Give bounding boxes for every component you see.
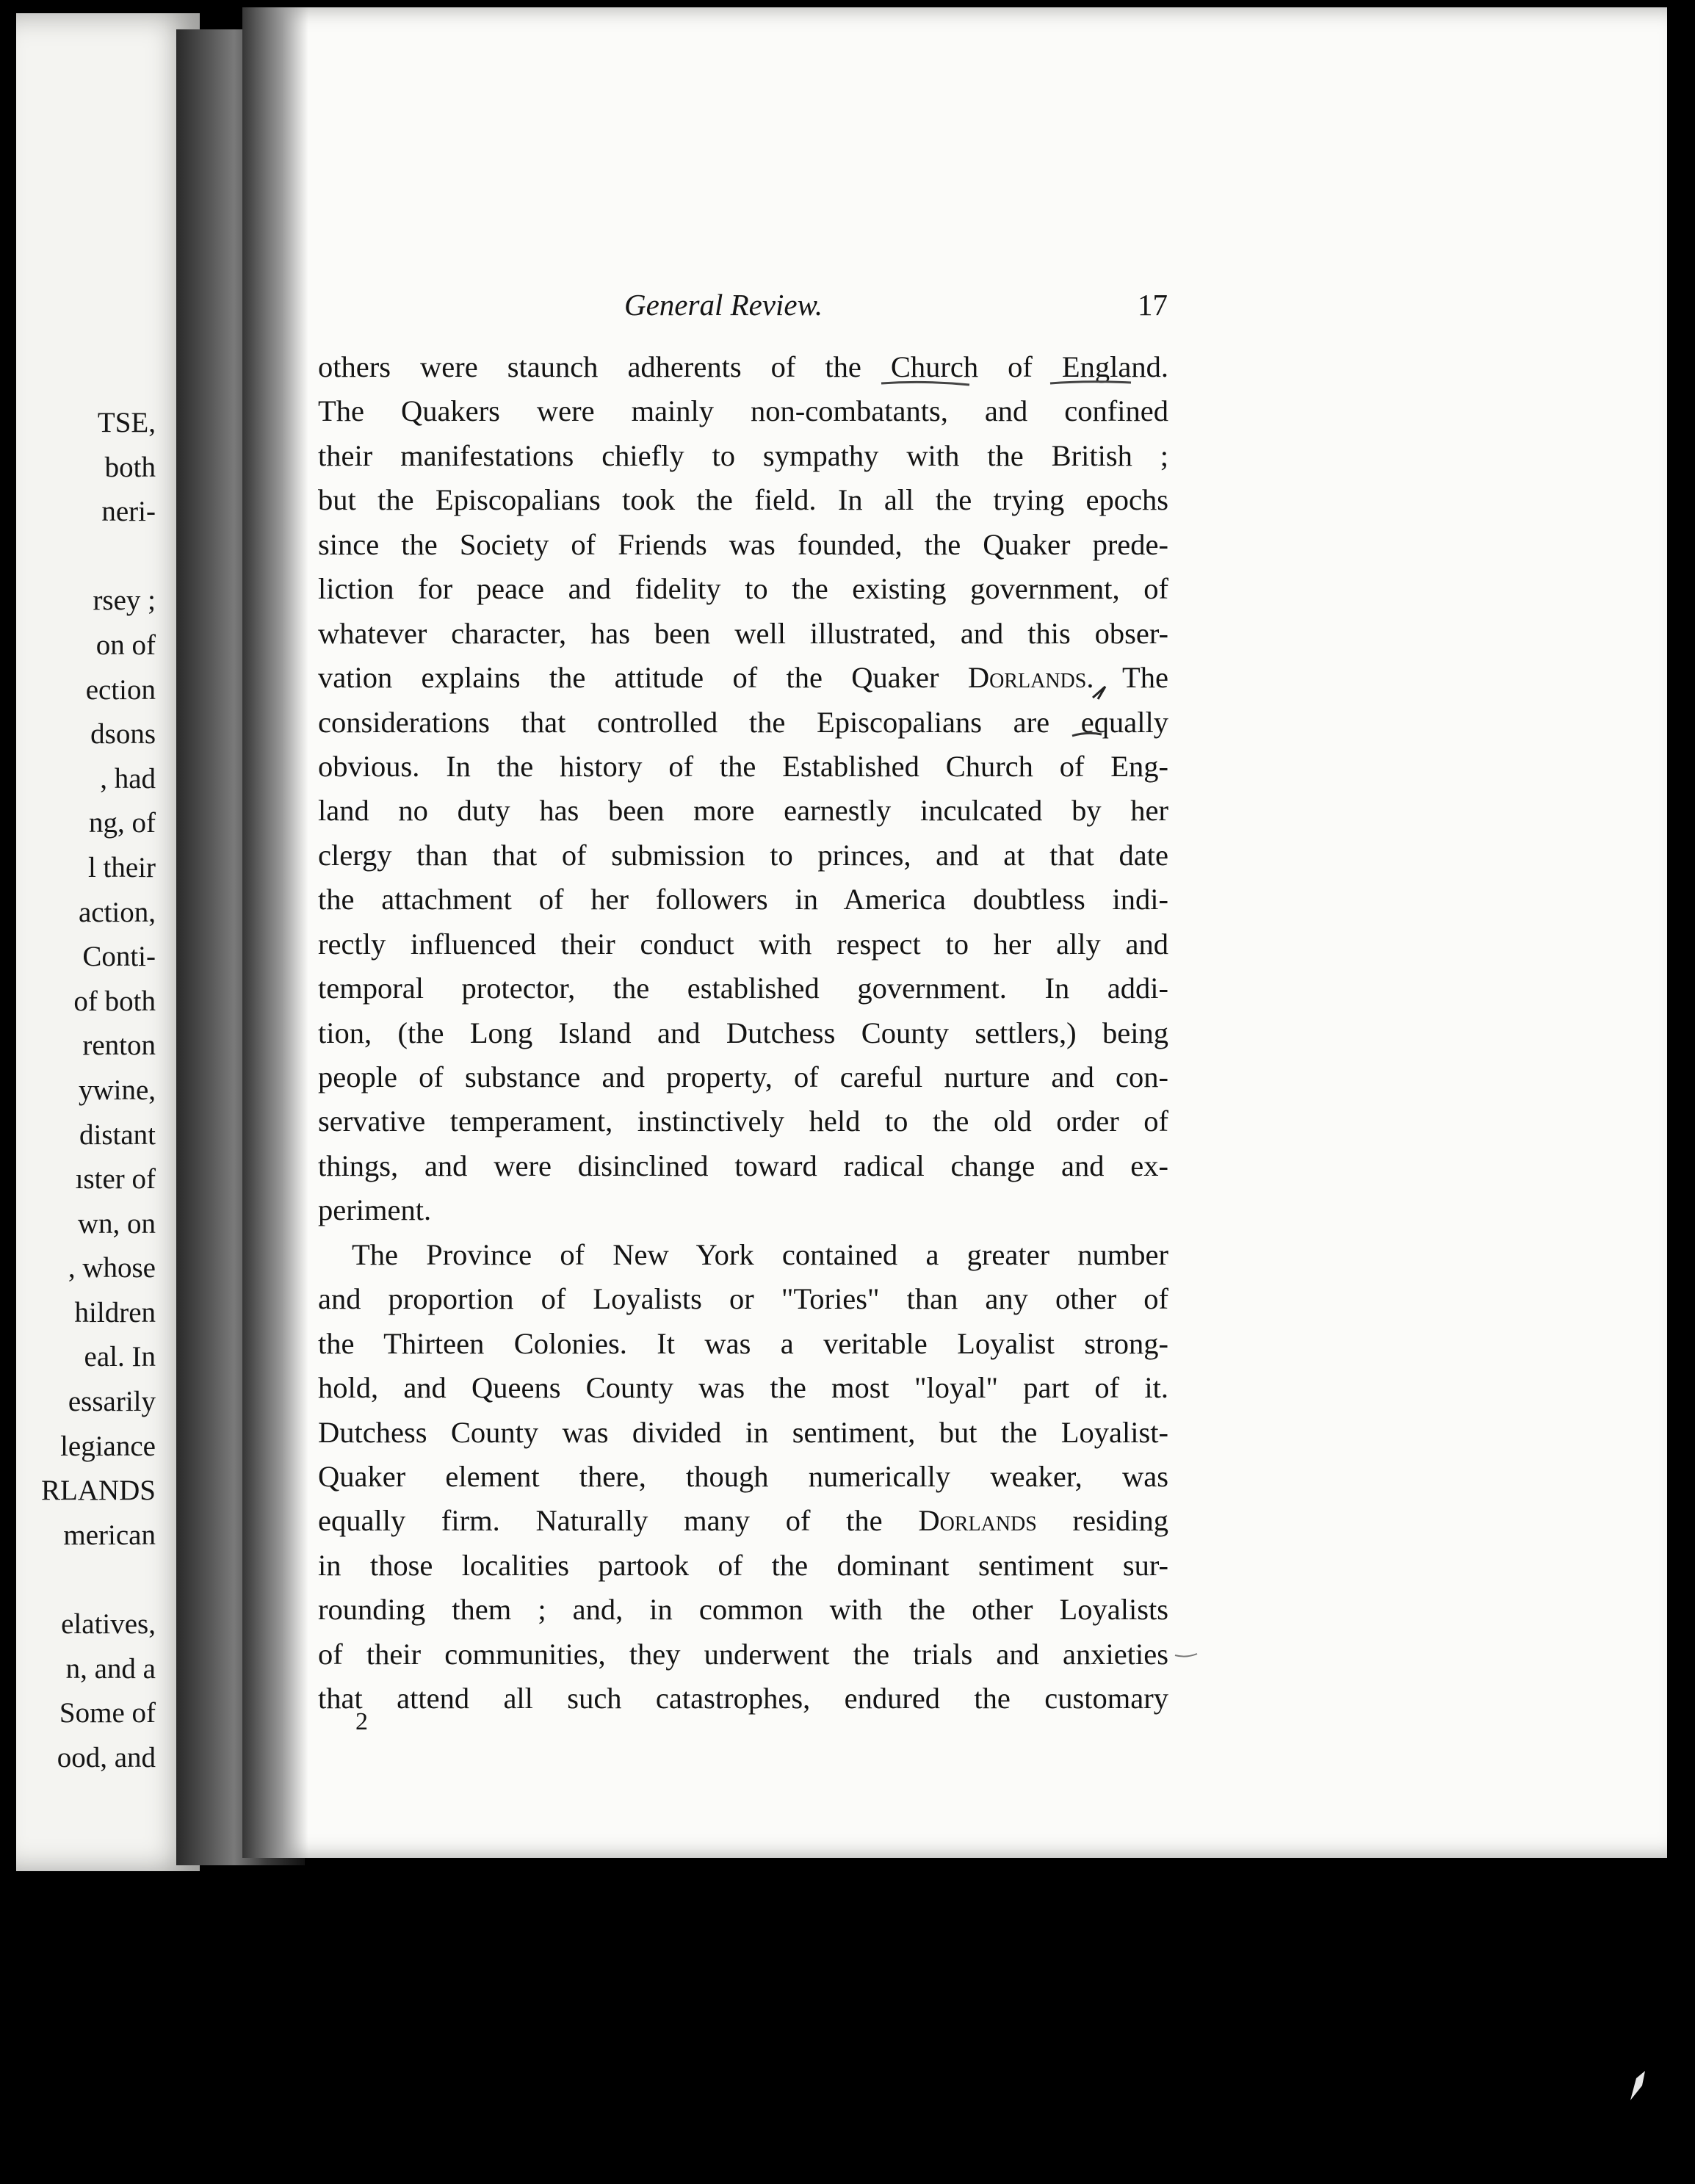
left-line: ywine, [78, 1074, 156, 1106]
running-title: General Review. [624, 288, 823, 322]
surname-small-caps: Dorlands [967, 661, 1087, 695]
left-line: RLANDS [40, 1475, 156, 1507]
text-line: others were staunch adherents of the Church of England. [318, 350, 1168, 383]
left-line: ng, of [89, 807, 156, 839]
text-line: and proportion of Loyalists or "Tories" than any other of [318, 1282, 1168, 1316]
text-line: Quaker element there, though numerically weaker, was [318, 1459, 1168, 1493]
text-line: the Thirteen Colonies. It was a veritable Loyalist strong- [318, 1326, 1168, 1360]
left-page-text-fragments [41, 401, 156, 1780]
left-line: renton [82, 1030, 156, 1062]
text-line: in those localities partook of the dominant sentiment sur- [318, 1548, 1168, 1582]
left-line: wn, on [77, 1207, 156, 1240]
left-line: n, and a [65, 1652, 156, 1685]
text-line: land no duty has been more earnestly inculcated by her [318, 794, 1168, 828]
text-line: of their communities, they underwent the trials and anxieties [318, 1637, 1168, 1671]
text-line: their manifestations chiefly to sympathy with the British ; [318, 438, 1168, 472]
text-line: rounding them ; and, in common with the other Loyalists [318, 1593, 1168, 1627]
left-line: merican [63, 1519, 156, 1551]
left-line: , had [100, 762, 156, 795]
left-line: , whose [68, 1252, 156, 1284]
left-line: legiance [60, 1430, 156, 1462]
text-line: things, and were disinclined toward radical change and ex- [318, 1149, 1168, 1182]
text-line: tion, (the Long Island and Dutchess County settlers,) being [318, 1016, 1168, 1049]
left-line [41, 1558, 156, 1602]
text-line: since the Society of Friends was founded, the Quaker prede- [318, 527, 1168, 561]
text-line: whatever character, has been well illustrated, and this obser- [318, 616, 1168, 650]
text-line: the attachment of her followers in America doubtless indi- [318, 883, 1168, 916]
left-line: ıster of [75, 1163, 156, 1196]
text-line: obvious. In the history of the Established Church of Eng- [318, 749, 1168, 783]
left-line: dsons [90, 718, 156, 751]
text-line: but the Episcopalians took the field. In all the trying epochs [318, 483, 1168, 517]
left-line: essarily [68, 1386, 156, 1418]
text-line: clergy than that of submission to princes, and at that date [318, 838, 1168, 872]
text-line: hold, and Queens County was the most "loyal" part of it. [318, 1371, 1168, 1405]
text-line: people of substance and property, of careful nurture and con- [318, 1060, 1168, 1093]
text-line: Dutchess County was divided in sentiment, but the Loyalist- [318, 1415, 1168, 1449]
text-line: rectly influenced their conduct with respect to her ally and [318, 927, 1168, 961]
left-line: Some of [59, 1697, 156, 1729]
left-line: of both [73, 985, 156, 1017]
text-line: servative temperament, instinctively held to the old order of [318, 1104, 1168, 1138]
text-line: that attend all such catastrophes, endured the customary [318, 1682, 1168, 1715]
text-line: temporal protector, the established government. In addi- [318, 972, 1168, 1005]
text-line: vation explains the attitude of the Quaker Dorlands. The [318, 661, 1168, 695]
scanner-corner-mark [1623, 2064, 1652, 2108]
left-line: hildren [74, 1296, 156, 1328]
left-line: ood, and [57, 1741, 156, 1773]
text-line: liction for peace and fidelity to the existing government, of [318, 572, 1168, 606]
running-head [316, 283, 1168, 327]
page-number: 17 [1138, 288, 1168, 322]
signature-mark: 2 [355, 1708, 368, 1735]
left-line: on of [95, 629, 156, 661]
text-line: considerations that controlled the Episcopalians are equally [318, 705, 1168, 739]
left-line: ection [85, 673, 156, 706]
left-facing-page [16, 13, 200, 1871]
left-line: both [104, 451, 156, 483]
left-line: distant [79, 1118, 156, 1151]
left-line: action, [78, 896, 156, 928]
left-line: l their [87, 851, 156, 883]
left-line: Conti- [82, 941, 156, 973]
body-text [318, 345, 1168, 1721]
left-line: TSE, [97, 407, 156, 438]
left-line: rsey ; [93, 585, 156, 617]
left-line: elatives, [61, 1608, 156, 1641]
page-curl-shadow [242, 7, 308, 1858]
left-line: neri- [101, 496, 156, 528]
left-line: eal. In [84, 1341, 156, 1373]
left-line [41, 535, 156, 579]
text-line: The Province of New York contained a greater number [352, 1237, 1168, 1271]
text-line: The Quakers were mainly non-combatants, and confined [318, 394, 1168, 428]
surname-small-caps: Dorlands [918, 1504, 1037, 1538]
text-line: periment. [318, 1193, 432, 1227]
text-line: equally firm. Naturally many of the Dorlands residing [318, 1504, 1168, 1538]
